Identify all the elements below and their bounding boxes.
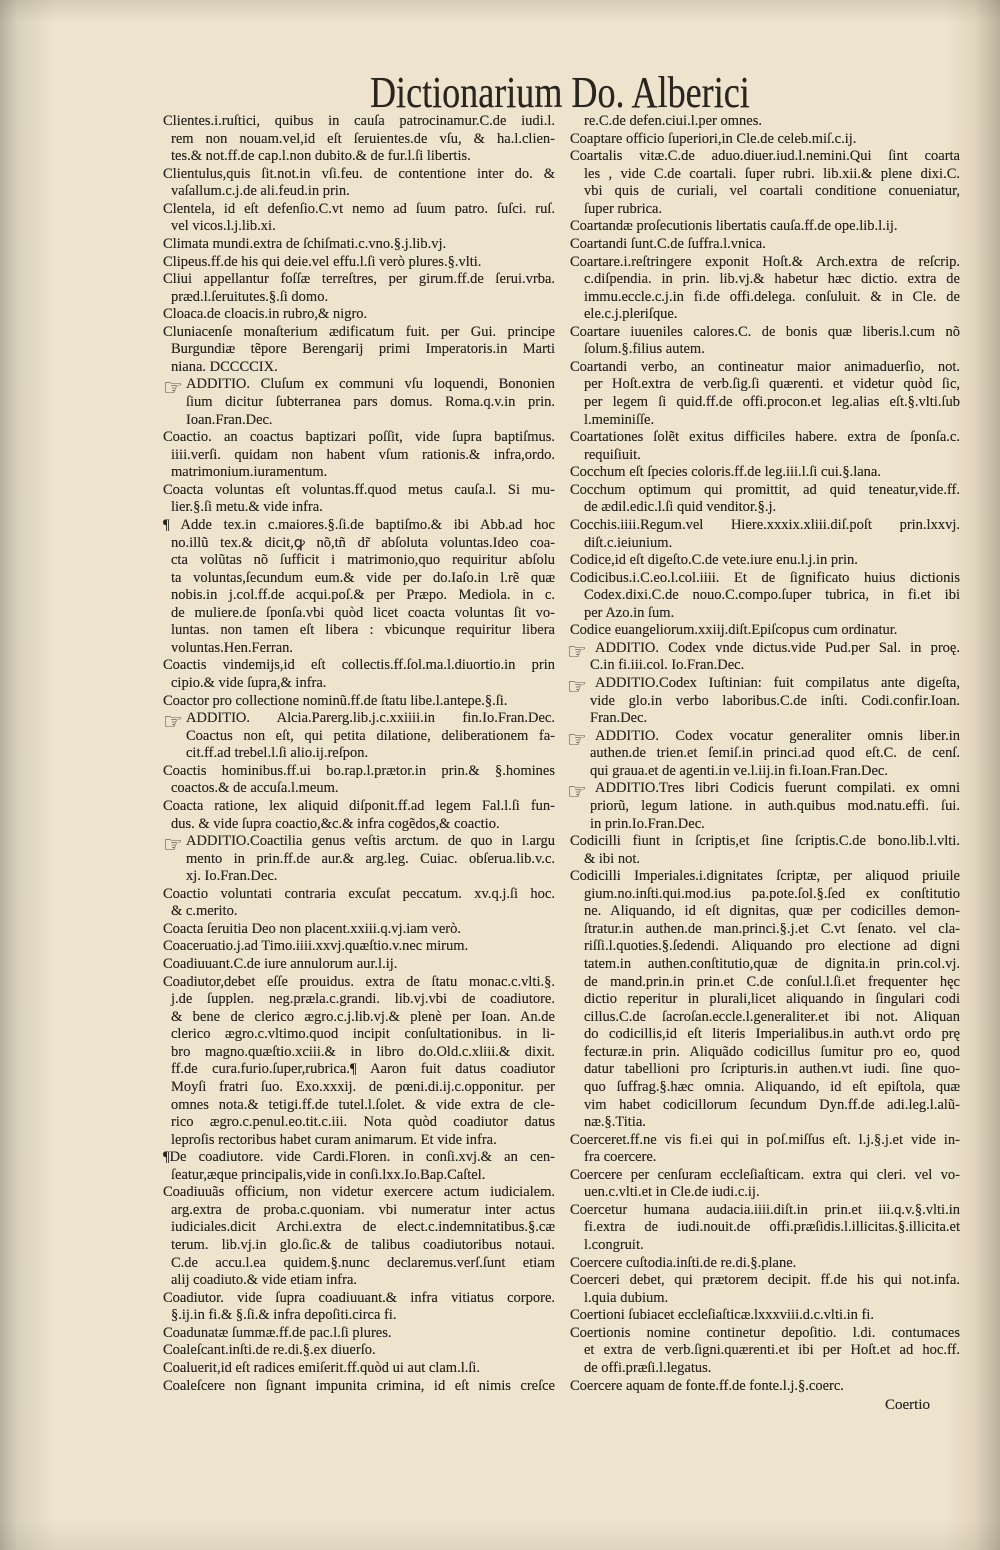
text-line: Coaptare officio ſuperiori,in Cle.de celeb.miſ.c.ij. — [570, 130, 857, 147]
text-line: Coertionis nomine continetur depoſitio. l.di. contumaces — [570, 1324, 960, 1341]
text-line: datur tabellioni pro ſcripturis.in authen.vt iudi. ſine quo- — [584, 1061, 960, 1078]
text-line: re.C.de defen.ciui.l.per omnes. — [584, 113, 762, 129]
dictionary-entry — [567, 1325, 960, 1378]
text-line: Coadiutor. vide ſupra coadiuuant.& infra vitiatus corpore. — [163, 1289, 555, 1306]
text-line: vaſallum.c.j.de ali.feud.in prin. — [171, 183, 350, 200]
text-line: gium.no.inſti.qui.mod.ius pa.pote.ſol.§.ſed ex conſtitutio — [584, 885, 960, 902]
text-line: ele.c.j.pleriſque. — [584, 306, 678, 323]
dictionary-entry — [163, 974, 555, 1150]
additio-note — [163, 710, 555, 763]
text-line: cipio.& vide ſupra,& infra. — [171, 675, 327, 691]
manicule-icon: ☞ — [567, 639, 587, 665]
text-line: Coercetur humana audacia.iiii.diſt.in prin.et iii.q.v.§.vlti.in — [570, 1201, 960, 1218]
dictionary-entry — [163, 1378, 555, 1396]
dictionary-entry — [567, 1132, 960, 1167]
text-line: Coerceri debet, qui prætorem decipit. ff.de his qui not.infa. — [570, 1272, 960, 1289]
dictionary-entry — [567, 324, 960, 359]
text-line: tes.& not.ff.de cap.l.non dubito.& de fur.l.ſi libertis. — [171, 148, 471, 165]
text-line: præd.l.ſeruitutes.§.ſi domo. — [171, 288, 329, 305]
text-line: de ædil.edic.l.ſi quid venditor.§.j. — [584, 499, 777, 516]
dictionary-entry — [567, 236, 960, 254]
text-line: Clientes.i.ruſtici, quibus in cauſa patrocinamur.C.de iudi.l. — [163, 113, 555, 129]
text-line: ſtratur.in authen.de man.princi.§.j.et C.vt ſenato. vel cla- — [584, 920, 960, 937]
dictionary-entry — [163, 324, 555, 377]
text-line: l.meminiſſe. — [584, 411, 655, 428]
text-line: alij coadiuto.& vide etiam infra. — [171, 1272, 358, 1289]
text-line: authen.de trien.et ſemiſ.in princi.ad quod eſt.C. de cenſ. — [590, 745, 960, 762]
text-line: Coactis vindemijs,id eſt collectis.ff.ſol.ma.l.diuortio.in prin — [163, 657, 555, 674]
text-line: bro magno.quæſtio.xciii.& in libro do.Old.c.xliii.& dixit. — [171, 1043, 555, 1060]
text-line: et extra de verb.ſigni.quærenti.et ibi per Hoſt.et ad hoc.ff. — [584, 1342, 960, 1359]
dictionary-entry — [163, 271, 555, 306]
text-line: priorũ, legum latione. in auth.quibus mod.natu.effi. ſui. — [590, 797, 960, 814]
text-line: C.in fi.iii.col. Io.Fran.Dec. — [590, 657, 745, 674]
text-line: Cloaca.de cloacis.in rubro,& nigro. — [163, 306, 368, 323]
catchword: Coertio — [885, 1397, 930, 1413]
manicule-icon: ☞ — [163, 710, 183, 736]
text-line: immu.eccle.c.j.in fi.de offi.delega. conſuluit. & in Cle. de — [584, 288, 960, 305]
text-line: Coacta ſeruitia Deo non placent.xxiii.q.vj.iam verò. — [163, 920, 461, 937]
text-line: Climata mundi.extra de ſchiſmati.c.vno.§.j.lib.vj. — [163, 235, 447, 252]
text-line: luntas. non tamen eſt libera : vbicunque requiritur libera — [171, 622, 555, 639]
dictionary-entry — [163, 517, 555, 658]
text-line: lier.§.ſi metu.& vide infra. — [171, 499, 323, 516]
additio-note — [567, 640, 960, 675]
text-line: & ibi not. — [584, 850, 640, 867]
text-line: clerico ægro.c.vltimo.quod incipit conſultationibus. in li- — [171, 1026, 555, 1043]
text-line: ſium dicitur ſubterranea pars domus. Roma.q.v.in prin. — [186, 394, 555, 410]
text-line: C.de accu.l.ea quidem.§.nunc declaremus.verſ.ſunt etiam — [171, 1254, 555, 1271]
text-line: Clientulus,quis ſit.not.in vſi.feu. de contentione inter do. & — [163, 165, 555, 182]
text-line: & c.merito. — [171, 903, 238, 920]
dictionary-entry — [163, 1325, 555, 1343]
dictionary-entry — [163, 921, 555, 939]
dictionary-entry — [163, 956, 555, 974]
dictionary-entry — [567, 1202, 960, 1255]
text-line: j.de ſupplen. neg.præla.c.grandi. lib.vj.vbi de coadiutore. — [171, 991, 555, 1008]
text-line: coactos.& de accuſa.l.meum. — [171, 780, 339, 797]
text-line: Cocchum eſt ſpecies coloris.ff.de leg.iii.l.ſi cui.§.lana. — [570, 464, 881, 481]
additio-note — [567, 780, 960, 833]
text-line: ADDITIO. Codex vnde dictus.vide Pud.per Sal. in proę. — [595, 639, 960, 656]
text-line: do codicillis,id eſt literis Imperialibus.in auth.vt ordo prę — [584, 1026, 960, 1043]
dictionary-entry — [163, 201, 555, 236]
text-line: Cliui appellantur foſſæ terreſtres, per girum.ff.de ſerui.vrba. — [163, 271, 555, 288]
dictionary-entry — [567, 552, 960, 570]
additio-note — [567, 675, 960, 728]
text-line: Coartare.i.reſtringere exponit Hoſt.& Arch.extra de reſcrip. — [570, 253, 960, 270]
text-line: ADDITIO. Codex vocatur generaliter omnis liber.in — [595, 727, 960, 744]
text-line: Codicibus.i.C.eo.l.col.iiii. Et de ſignificato huius dictionis — [570, 569, 960, 586]
text-line: l.congruit. — [584, 1237, 644, 1253]
text-line: Coartationes ſolẽt exitus difficiles habere. extra de ſponſa.c. — [570, 429, 960, 446]
dictionary-entry — [567, 113, 960, 131]
text-line: ADDITIO. Alcia.Parerg.lib.j.c.xxiiii.in fin.Io.Fran.Dec. — [186, 710, 555, 727]
text-line: xj. Io.Fran.Dec. — [186, 868, 278, 885]
dictionary-entry — [163, 886, 555, 921]
text-line: Cocchum optimum qui promittit, ad quid teneatur,vide.ff. — [570, 481, 960, 498]
text-line: terum. lib.vj.in glo.ſic.& de talibus coadiutoribus notaui. — [171, 1237, 555, 1253]
text-line: de mand.prin.in prin.et C.de conſul.l.ſi.et frequenter hęc — [584, 973, 960, 990]
dictionary-entry — [567, 1255, 960, 1273]
text-line: ADDITIO.Tres libri Codicis fuerunt compilati. ex omni — [595, 780, 960, 797]
text-line: ta voluntas,ſecundum eum.& vide per do.Iaſo.in l.rẽ quæ — [171, 569, 555, 586]
manicule-icon: ☞ — [163, 833, 183, 859]
text-line: Coaleſcant.inſti.de re.di.§.ex diuerſo. — [163, 1342, 376, 1359]
dictionary-entry — [163, 1184, 555, 1289]
dictionary-entry — [567, 429, 960, 464]
dictionary-entry — [163, 1342, 555, 1360]
dictionary-entry — [567, 218, 960, 236]
manicule-icon: ☞ — [567, 780, 587, 806]
text-line: mento in prin.ff.de aur.& arg.leg. Cuiac. obſerua.lib.v.c. — [186, 850, 555, 867]
text-line: Codicilli fiunt in ſcriptis,et ſine ſcriptis.C.de bono.lib.l.vlti. — [570, 833, 960, 850]
text-line: les , vide C.de coartali. ſuper rubri. lib.xii.& plene dixi.C. — [584, 165, 960, 182]
text-line: Cluniacenſe monaſterium ædificatum fuit. per Gui. principe — [163, 323, 555, 340]
text-line: ſolum.§.filius autem. — [584, 341, 705, 358]
text-line: Coaleſcere non ſignant impunita crimina, id eſt nimis creſce — [163, 1377, 555, 1394]
dictionary-entry — [567, 359, 960, 429]
right-column — [567, 113, 960, 1395]
dictionary-entry — [163, 236, 555, 254]
text-line: Clipeus.ff.de his qui deie.vel effu.l.ſi verò plures.§.vlti. — [163, 253, 482, 270]
text-line: per Azo.in ſum. — [584, 604, 675, 621]
text-line: matrimonium.iuramentum. — [171, 464, 328, 481]
text-line: ¶ Adde tex.in c.maiores.§.ſi.de baptiſmo.& ibi Abb.ad hoc — [163, 516, 555, 533]
text-line: iiii.verſi. quidam non habent vſum rationis.& infra,ordo. — [171, 446, 555, 463]
dictionary-entry — [163, 113, 555, 166]
dictionary-entry — [567, 1167, 960, 1202]
dictionary-entry — [163, 1290, 555, 1325]
text-line: vbi quis de curiali, vel coartali conditione conueniatur, — [584, 183, 960, 200]
text-line: ſeatur,æque principalis,vide in conſi.lxx.Io.Bap.Caſtel. — [171, 1166, 486, 1183]
dictionary-entry — [567, 464, 960, 482]
text-line: Coartare iuueniles calores.C. de bonis quæ liberis.l.cum nõ — [570, 323, 960, 340]
text-line: Coactio voluntati contraria excuſat peccatum. xv.q.j.ſi hoc. — [163, 885, 555, 902]
text-line: arg.extra de proba.c.quoniam. vbi numeratur inter actus — [171, 1201, 555, 1218]
text-line: fecturæ.in prin. Aliquãdo codicillus ſumitur pro eo, quod — [584, 1043, 960, 1060]
dictionary-entry — [163, 482, 555, 517]
text-line: cillus.C.de ſacroſan.eccle.l.generaliter.et ibi not. Aliquan — [584, 1008, 960, 1025]
text-line: Cocchis.iiii.Regum.vel Hiere.xxxix.xliii.diſ.poſt prin.lxxvj. — [570, 516, 960, 533]
text-line: quo ſuffrag.§.hæc omnia. Aliquando, id eſt epiſtola, quæ — [584, 1078, 960, 1095]
text-line: Coartandi verbo, an contineatur maior animaduerſio, not. — [570, 358, 960, 375]
text-line: diſt.c.ieiunium. — [584, 534, 673, 551]
text-line: Coercere per cenſuram eccleſiaſticam. extra qui cleri. vel vo- — [570, 1166, 960, 1183]
text-line: ff.de cura.furio.ſuper,rubrica.¶ Aaron fuit datus coadiutor — [171, 1061, 555, 1078]
text-line: ADDITIO.Coactilia genus veſtis arctum. de quo in l.argu — [186, 833, 555, 850]
text-line: ¶De coadiutore. vide Cardi.Floren. in conſi.xvj.& an cen- — [163, 1149, 555, 1166]
text-line: Coaluerit,id eſt radices emiſerit.ff.quòd ui aut clam.l.ſi. — [163, 1359, 481, 1376]
running-head: Dictionarium Do. Alberici — [370, 68, 750, 117]
text-line: de muliere.de ſponſa.vbi quòd licet coacta voluntas ſit vo- — [171, 604, 555, 621]
text-line: qui graua.et de agenti.in ve.l.iij.in fi.Ioan.Fran.Dec. — [590, 762, 888, 779]
text-line: vel vicos.l.j.lib.xi. — [171, 218, 276, 235]
dictionary-entry — [567, 1272, 960, 1307]
text-line: requiſiuit. — [584, 446, 641, 463]
text-line: dus. & vide ſupra coactio,&c.& infra cogẽdos,& coactio. — [171, 815, 500, 832]
dictionary-entry — [567, 1307, 960, 1325]
text-line: Coaceruatio.j.ad Timo.iiii.xxvj.quæſtio.v.nec mirum. — [163, 938, 469, 955]
text-line: riſſi.l.quoties.§.ſedendi. Aliquando pro electione ad digni — [584, 938, 960, 955]
dictionary-entry — [567, 622, 960, 640]
text-line: rem non nouam.vel,id eſt ſeruientes.de vſu, & ha.l.clien- — [171, 130, 555, 147]
dictionary-entry — [163, 254, 555, 272]
additio-note — [163, 376, 555, 429]
dictionary-entry — [567, 131, 960, 149]
text-line: Coercere cuſtodia.inſti.de re.di.§.plane. — [570, 1254, 797, 1271]
text-line: Coerceret.ff.ne vis fi.ei qui in poſ.miſſus eſt. l.j.§.j.et vide in- — [570, 1131, 960, 1148]
text-line: Codice,id eſt digeſto.C.de vete.iure enu.l.j.in prin. — [570, 552, 858, 569]
text-line: Fran.Dec. — [590, 710, 648, 727]
text-line: Clentela, id eſt defenſio.C.vt nemo ad ſuum patro. ſuſci. ruſ. — [163, 200, 555, 217]
text-line: Coacta ratione, lex aliquid diſponit.ff.ad legem Fal.l.ſi fun- — [163, 797, 555, 814]
text-line: in prin.Io.Fran.Dec. — [590, 815, 705, 832]
dictionary-entry — [163, 306, 555, 324]
text-line: per legem ſi quid.ff.de offi.procon.et leg.alias eſt.§.vlti.ſub — [584, 394, 960, 410]
dictionary-entry — [567, 254, 960, 324]
text-line: voluntas.Hen.Ferran. — [171, 639, 294, 656]
text-line: ADDITIO. Cluſum ex communi vſu loquendi, Bononien — [186, 376, 555, 393]
dictionary-entry — [163, 763, 555, 798]
text-line: Ioan.Fran.Dec. — [186, 411, 273, 428]
text-line: vim habet codicillorum ſecundum Dyn.ff.de adi.leg.l.alũ- — [584, 1096, 960, 1113]
dictionary-entry — [567, 833, 960, 868]
dictionary-entry — [163, 1149, 555, 1184]
text-line: no.illũ tex.& dicit,ꝙ nõ,tñ dr̃ abſoluta voluntas.Ideo coa- — [171, 534, 555, 551]
dictionary-entry — [567, 868, 960, 1131]
text-line: Coacta voluntas eſt voluntas.ff.quod metus cauſa.l. Si mu- — [163, 481, 555, 498]
additio-note — [163, 833, 555, 886]
manicule-icon: ☞ — [567, 675, 587, 700]
text-line: de offi.præſi.l.legatus. — [584, 1359, 712, 1376]
text-line: ne. Aliquando, id eſt dignitas, quæ per codicilles demon- — [584, 903, 960, 920]
text-line: c.diſpendia. in prin. lib.vj.& habetur hæc dictio. extra de — [584, 271, 960, 288]
text-line: næ.§.Titia. — [584, 1114, 646, 1131]
text-line: Codice euangeliorum.xxiij.diſt.Epiſcopus cum ordinatur. — [570, 622, 898, 639]
text-line: Coactio. an coactus baptizari poſſit, vide ſupra baptiſmus. — [163, 429, 555, 446]
text-line: §.ij.in fi.& §.ſi.& infra depoſiti.circa fi. — [171, 1307, 397, 1324]
text-line: l.quia dubium. — [584, 1289, 669, 1306]
text-line: omnes nota.& tetigi.ff.de tutel.l.ſolet. & vide extra de cle- — [171, 1096, 555, 1113]
additio-note — [567, 728, 960, 781]
text-line: rico ægro.c.penul.eo.tit.c.iii. Nota quòd coadiutor datus — [171, 1114, 555, 1131]
text-line: fi.extra de iudi.nouit.de offi.præſidis.l.illicitas.§.illicita.et — [584, 1219, 960, 1236]
text-line: Coactor pro collectione nominũ.ff.de ſtatu libe.l.antepe.§.ſi. — [163, 692, 508, 709]
text-line: niana. DCCCCIX. — [171, 358, 278, 375]
text-line: Codex.dixi.C.de nouo.C.compo.ſuper tubrica, in fi.et ibi — [584, 587, 960, 604]
manicule-icon: ☞ — [567, 727, 587, 753]
text-line: Coertioni ſubiacet eccleſiaſticæ.lxxxviii.d.c.vlti.in fi. — [570, 1307, 875, 1324]
text-line: Coartalis vitæ.C.de aduo.diuer.iud.l.nemini.Qui ſint coarta — [570, 148, 960, 165]
text-line: cta volũtas nõ ſufficit i matrimonio,quo requiritur abſolu — [171, 552, 555, 569]
text-line: Coadunatæ ſummæ.ff.de pac.l.ſi plures. — [163, 1324, 392, 1341]
text-line: dictio reperitur in plurali,licet aliquando in ſingulari codi — [584, 991, 960, 1008]
text-line: Coadiuuãs officium, non videtur exercere actum iudicialem. — [163, 1184, 555, 1201]
dictionary-entry — [567, 482, 960, 517]
dictionary-entry — [567, 517, 960, 552]
text-line: Coartandæ proſecutionis libertatis cauſa.ff.de ope.lib.l.ij. — [570, 218, 898, 235]
dictionary-entry — [163, 429, 555, 482]
text-line: Coactis hominibus.ff.ui bo.rap.l.prætor.in prin.& §.homines — [163, 762, 555, 779]
text-line: Coercere aquam de fonte.ff.de fonte.l.j.§.coerc. — [570, 1377, 844, 1394]
text-line: per Hoſt.extra de verb.ſig.ſi quærenti. et videtur quòd ſic, — [584, 376, 960, 393]
text-line: Coadiutor,debet eſſe prouidus. extra de ſtatu monac.c.vlti.§. — [163, 973, 555, 990]
text-line: Moyſi fratri ſuo. Exo.xxxij. de pœni.di.ij.c.opponitur. per — [171, 1078, 555, 1095]
text-line: ADDITIO.Codex Iuſtinian: fuit compilatus ante digeſta, — [595, 675, 960, 691]
dictionary-entry — [163, 938, 555, 956]
text-line: & bene de clerico ægro.c.j.lib.vj.& plenè per Ioan. An.de — [171, 1008, 555, 1025]
dictionary-entry — [163, 1360, 555, 1378]
text-line: Codicilli Imperiales.i.dignitates ſcriptæ, per aliquod priuile — [570, 868, 960, 885]
left-column — [163, 113, 555, 1395]
dictionary-entry — [163, 693, 555, 711]
text-line: Coartandi ſunt.C.de ſuffra.l.vnica. — [570, 235, 766, 252]
text-line: cit.ff.ad trebel.l.ſi alio.ij.reſpon. — [186, 745, 369, 762]
dictionary-entry — [567, 148, 960, 218]
text-line: Coactus non eſt, qui petita dilatione, deliberationem fa- — [186, 727, 555, 744]
text-line: Coadiuuant.C.de iure annulorum aur.l.ij. — [163, 956, 398, 972]
text-line: leproſis rectoribus habet curam animarum. Et vide infra. — [171, 1131, 497, 1148]
text-line: nobis.in j.col.ff.de acqui.poſ.& per Præpo. Mediola. in c. — [171, 587, 555, 604]
dictionary-entry — [163, 798, 555, 833]
text-line: ſuper rubrica. — [584, 200, 663, 217]
dictionary-entry — [163, 657, 555, 692]
text-line: tatem.in authen.conſtitutio,quæ de dignita.in prin.col.vj. — [584, 956, 960, 972]
dictionary-entry — [567, 570, 960, 623]
text-line: uen.c.vlti.et in Cle.de iudi.c.ij. — [584, 1184, 760, 1201]
dictionary-entry — [567, 1378, 960, 1396]
text-line: fra coercere. — [584, 1149, 657, 1166]
manicule-icon: ☞ — [163, 376, 183, 402]
text-line: Burgundiæ tẽpore Berengarij primi Imperatoris.in Marti — [171, 341, 555, 358]
text-line: iudiciales.dicit Archi.extra de elect.c.indemnitatibus.§.cæ — [171, 1219, 555, 1236]
text-line: vide glo.in verbo laboribus.C.de inſti. Codi.confir.Ioan. — [590, 692, 960, 709]
dictionary-entry — [163, 166, 555, 201]
